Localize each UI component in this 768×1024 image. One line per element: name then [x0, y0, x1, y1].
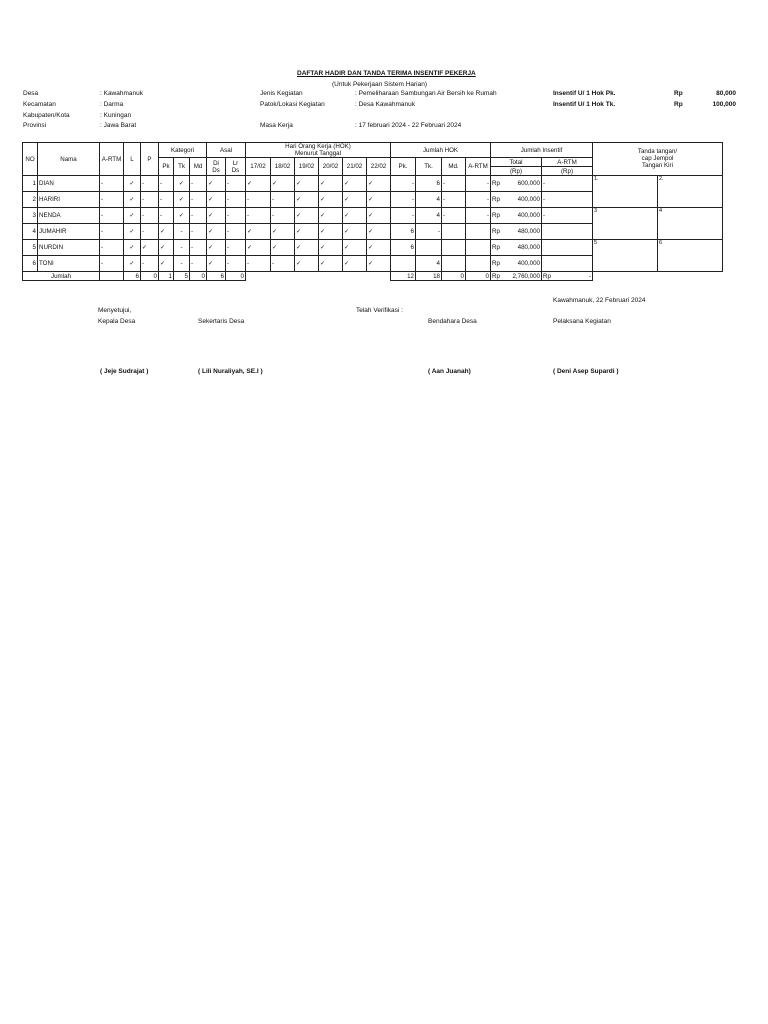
- row-date-5: ✓: [343, 256, 367, 272]
- row-hok-tk: -: [416, 224, 442, 240]
- row-hok-tk: 4: [416, 208, 442, 224]
- totals-ins-artm-value: -: [588, 272, 591, 280]
- row-hok-md: -: [442, 208, 466, 224]
- row-p: -: [141, 224, 159, 240]
- row-date-2: -: [271, 256, 295, 272]
- header-hok-md: Md.: [442, 158, 466, 176]
- row-lr: -: [226, 192, 246, 208]
- table-row: [23, 240, 723, 256]
- header-di-ds: [207, 158, 226, 176]
- row-date-3: ✓: [295, 224, 319, 240]
- row-no: 6: [23, 256, 38, 272]
- row-l: ✓: [124, 208, 141, 224]
- insentif-tk-label: Insentif U/ 1 Hok Tk.: [553, 101, 616, 108]
- header-hok-line2: Menurut Tanggal: [295, 150, 341, 157]
- name-pelaksana-kegiatan: ( Deni Asep Supardi ): [553, 368, 619, 375]
- row-date-1: -: [246, 192, 271, 208]
- row-total: 400,000: [517, 212, 540, 219]
- row-hok-md: -: [442, 192, 466, 208]
- totals-p: 0: [141, 272, 159, 281]
- row-hok-artm: [466, 256, 491, 272]
- row-tk: ✓: [174, 208, 190, 224]
- header-hok-line1: Hari Orang Kerja (HOK): [285, 143, 351, 150]
- row-lr: -: [226, 240, 246, 256]
- insentif-pk-currency: Rp: [674, 90, 683, 97]
- row-no: 3: [23, 208, 38, 224]
- row-date-2: ✓: [271, 240, 295, 256]
- row-l: ✓: [124, 224, 141, 240]
- row-tk: ✓: [174, 176, 190, 192]
- role-sekertaris-desa: Sekertaris Desa: [198, 318, 245, 325]
- row-hok-artm: -: [466, 208, 491, 224]
- header-tk: Tk: [174, 158, 190, 176]
- header-ttd-line1: Tanda tangan/: [637, 148, 678, 155]
- row-total: 400,000: [517, 260, 540, 267]
- row-hok-md: [442, 240, 466, 256]
- row-date-3: ✓: [295, 256, 319, 272]
- row-date-6: ✓: [367, 192, 391, 208]
- header-md: Md: [190, 158, 207, 176]
- header-l: L: [124, 143, 141, 176]
- name-kepala-desa: ( Jeje Sudrajat ): [100, 368, 149, 375]
- row-nama: TONI: [38, 256, 100, 272]
- row-ins-artm: [542, 240, 593, 256]
- row-date-4: ✓: [319, 240, 343, 256]
- row-lr: -: [226, 176, 246, 192]
- header-ttd-line3: Tangan Kiri: [642, 162, 673, 169]
- row-insentif-total: [491, 224, 542, 240]
- row-nama: NURDIN: [38, 240, 100, 256]
- row-tk: -: [174, 240, 190, 256]
- role-pelaksana-kegiatan: Pelaksana Kegiatan: [553, 318, 611, 325]
- header-ins-artm-rp: (Rp): [542, 167, 593, 176]
- row-date-6: ✓: [367, 256, 391, 272]
- row-md: -: [190, 256, 207, 272]
- row-date-2: ✓: [271, 176, 295, 192]
- row-p: -: [141, 256, 159, 272]
- header-artm: A-RTM: [100, 143, 124, 176]
- info-label-lokasi: Patok/Lokasi Kegiatan: [260, 101, 325, 108]
- info-label-kecamatan: Kecamatan: [23, 101, 56, 108]
- row-currency: Rp: [492, 228, 500, 235]
- signature-slot: 3: [593, 208, 658, 240]
- row-ins-artm: -: [542, 208, 593, 224]
- role-bendahara-desa: Bendahara Desa: [428, 318, 477, 325]
- row-l: ✓: [124, 192, 141, 208]
- row-currency: Rp: [492, 180, 500, 187]
- row-pk: -: [159, 176, 174, 192]
- signature-slot: 5: [593, 240, 658, 272]
- row-hok-pk: -: [391, 208, 416, 224]
- row-currency: Rp: [492, 260, 500, 267]
- row-total: 480,000: [517, 244, 540, 251]
- row-hok-md: -: [442, 176, 466, 192]
- row-pk: ✓: [159, 256, 174, 272]
- row-date-4: ✓: [319, 208, 343, 224]
- row-hok-pk: -: [391, 192, 416, 208]
- row-ins-artm: [542, 224, 593, 240]
- row-artm: -: [100, 224, 124, 240]
- insentif-pk-value: 80,000: [716, 90, 736, 97]
- row-no: 4: [23, 224, 38, 240]
- place-date: Kawahmanuk, 22 Februari 2024: [553, 297, 646, 304]
- row-di: ✓: [207, 176, 226, 192]
- row-date-5: ✓: [343, 192, 367, 208]
- header-total: Total: [491, 158, 542, 167]
- row-date-5: ✓: [343, 208, 367, 224]
- row-currency: Rp: [492, 244, 500, 251]
- row-artm: -: [100, 208, 124, 224]
- row-nama: HARIRI: [38, 192, 100, 208]
- row-date-1: ✓: [246, 240, 271, 256]
- row-date-3: ✓: [295, 192, 319, 208]
- approved-label: Menyetujui,: [98, 307, 132, 314]
- row-date-2: -: [271, 192, 295, 208]
- totals-ins-artm: [542, 272, 593, 281]
- row-hok-artm: [466, 240, 491, 256]
- row-hok-md: [442, 224, 466, 240]
- attendance-table: [22, 142, 723, 281]
- row-hok-md: [442, 256, 466, 272]
- row-date-4: ✓: [319, 224, 343, 240]
- row-ins-artm: -: [542, 192, 593, 208]
- row-l: ✓: [124, 176, 141, 192]
- insentif-pk-label: Insentif U/ 1 Hok Pk.: [553, 90, 616, 97]
- row-pk: -: [159, 192, 174, 208]
- row-date-4: ✓: [319, 256, 343, 272]
- signature-slot: 1.: [593, 176, 658, 208]
- header-jumlah-insentif: Jumlah Insentif: [491, 143, 593, 158]
- totals-row: [23, 272, 723, 281]
- row-hok-tk: [416, 240, 442, 256]
- row-no: 5: [23, 240, 38, 256]
- header-di-line2: Ds: [212, 166, 220, 174]
- signature-slot: 6: [658, 240, 723, 272]
- header-p: P: [141, 143, 159, 176]
- row-md: -: [190, 192, 207, 208]
- name-bendahara-desa: ( Aan Juanah): [428, 368, 471, 375]
- row-ins-artm: [542, 256, 593, 272]
- info-value-jenis-kegiatan: : Pemeliharaan Sambungan Air Bersih ke Rumah: [355, 90, 497, 97]
- totals-currency: Rp: [492, 272, 500, 280]
- totals-pk: 1: [159, 272, 174, 281]
- document-title: DAFTAR HADIR DAN TANDA TERIMA INSENTIF PEKERJA: [297, 70, 476, 77]
- row-total: 480,000: [517, 228, 540, 235]
- row-insentif-total: [491, 192, 542, 208]
- info-label-kabupaten: Kabupaten/Kota: [23, 112, 70, 119]
- row-hok-pk: -: [391, 176, 416, 192]
- totals-hok-pk: 12: [391, 272, 416, 281]
- totals-hok-artm: 0: [466, 272, 491, 281]
- row-di: ✓: [207, 224, 226, 240]
- row-date-4: ✓: [319, 176, 343, 192]
- info-value-provinsi: : Jawa Barat: [100, 122, 137, 129]
- header-jumlah-hok: Jumlah HOK: [391, 143, 491, 158]
- row-di: ✓: [207, 256, 226, 272]
- info-value-kabupaten: : Kuningan: [100, 112, 132, 119]
- row-currency: Rp: [492, 212, 500, 219]
- totals-artm: [100, 272, 124, 281]
- row-artm: -: [100, 192, 124, 208]
- row-date-1: -: [246, 256, 271, 272]
- signature-slot: 2.: [658, 176, 723, 208]
- row-insentif-total: [491, 208, 542, 224]
- row-currency: Rp: [492, 196, 500, 203]
- header-asal: Asal: [207, 143, 246, 158]
- row-tk: ✓: [174, 192, 190, 208]
- row-hok-pk: 6: [391, 224, 416, 240]
- row-nama: JUMAHIR: [38, 224, 100, 240]
- info-value-desa: : Kawahmanuk: [100, 90, 143, 97]
- row-di: ✓: [207, 240, 226, 256]
- table-row: [23, 176, 723, 192]
- header-hok-tk: Tk.: [416, 158, 442, 176]
- totals-insentif: [491, 272, 542, 281]
- row-ins-artm: -: [542, 176, 593, 192]
- row-p: -: [141, 176, 159, 192]
- row-md: -: [190, 208, 207, 224]
- verified-label: Telah Verifikasi :: [356, 307, 403, 314]
- row-total: 600,000: [517, 180, 540, 187]
- row-hok-tk: 4: [416, 256, 442, 272]
- row-md: -: [190, 224, 207, 240]
- header-ins-artm: A-RTM: [542, 158, 593, 167]
- header-date-2: 18/02: [271, 158, 295, 176]
- row-date-2: ✓: [271, 224, 295, 240]
- totals-hok-md: 0: [442, 272, 466, 281]
- row-date-5: ✓: [343, 224, 367, 240]
- row-lr: -: [226, 208, 246, 224]
- header-date-3: 19/02: [295, 158, 319, 176]
- totals-hok-tk: 18: [416, 272, 442, 281]
- row-pk: ✓: [159, 240, 174, 256]
- header-kategori: Kategori: [159, 143, 207, 158]
- row-tk: -: [174, 224, 190, 240]
- row-hok-artm: -: [466, 192, 491, 208]
- row-md: -: [190, 176, 207, 192]
- header-di-line1: Di: [213, 159, 219, 167]
- row-di: ✓: [207, 208, 226, 224]
- row-date-4: ✓: [319, 192, 343, 208]
- info-value-lokasi: : Desa Kawahmanuk: [355, 101, 415, 108]
- table-row: [23, 208, 723, 224]
- row-no: 2: [23, 192, 38, 208]
- header-date-4: 20/02: [319, 158, 343, 176]
- totals-tk: 5: [174, 272, 190, 281]
- row-artm: -: [100, 256, 124, 272]
- row-insentif-total: [491, 176, 542, 192]
- row-nama: NENDA: [38, 208, 100, 224]
- header-lr-ds: [226, 158, 246, 176]
- header-date-1: 17/02: [246, 158, 271, 176]
- row-insentif-total: [491, 240, 542, 256]
- row-date-1: ✓: [246, 224, 271, 240]
- info-value-kecamatan: : Darma: [100, 101, 124, 108]
- row-tk: -: [174, 256, 190, 272]
- row-total: 400,000: [517, 196, 540, 203]
- row-md: -: [190, 240, 207, 256]
- totals-lr: 0: [226, 272, 246, 281]
- row-date-6: ✓: [367, 176, 391, 192]
- header-lr-line1: Lr: [232, 159, 239, 167]
- row-date-3: ✓: [295, 240, 319, 256]
- row-pk: ✓: [159, 224, 174, 240]
- row-l: ✓: [124, 256, 141, 272]
- row-p: -: [141, 208, 159, 224]
- row-hok-tk: 6: [416, 176, 442, 192]
- row-hok-pk: [391, 256, 416, 272]
- header-tanda-tangan: [593, 143, 723, 176]
- row-date-5: ✓: [343, 240, 367, 256]
- row-lr: -: [226, 256, 246, 272]
- totals-label: Jumlah: [23, 272, 100, 281]
- row-pk: -: [159, 208, 174, 224]
- info-label-desa: Desa: [23, 90, 39, 97]
- header-pk: Pk: [159, 158, 174, 176]
- row-date-5: ✓: [343, 176, 367, 192]
- row-p: ✓: [141, 240, 159, 256]
- row-no: 1: [23, 176, 38, 192]
- info-value-masa-kerja: : 17 februari 2024 - 22 Februari 2024: [355, 122, 462, 129]
- row-date-6: ✓: [367, 208, 391, 224]
- totals-dates-blank: [246, 272, 391, 281]
- header-lr-line2: Ds: [231, 166, 240, 174]
- totals-md: 0: [190, 272, 207, 281]
- totals-di: 6: [207, 272, 226, 281]
- header-nama: Nama: [38, 143, 100, 176]
- row-hok-artm: -: [466, 176, 491, 192]
- header-date-5: 21/02: [343, 158, 367, 176]
- info-label-masa-kerja: Masa Kerja: [260, 122, 293, 129]
- header-total-rp: (Rp): [491, 167, 542, 176]
- insentif-tk-value: 100,000: [712, 101, 736, 108]
- row-date-3: ✓: [295, 176, 319, 192]
- row-lr: -: [226, 224, 246, 240]
- header-hok-artm: A-RTM: [466, 158, 491, 176]
- name-sekertaris-desa: ( Lili Nuraliyah, SE.I ): [198, 368, 263, 375]
- row-date-1: -: [246, 208, 271, 224]
- row-hok-pk: 6: [391, 240, 416, 256]
- totals-l: 6: [124, 272, 141, 281]
- row-date-6: ✓: [367, 224, 391, 240]
- row-date-6: ✓: [367, 240, 391, 256]
- info-label-jenis-kegiatan: Jenis Kegiatan: [260, 90, 303, 97]
- totals-ins-artm-currency: Rp: [543, 272, 551, 280]
- insentif-tk-currency: Rp: [674, 101, 683, 108]
- totals-sig-blank: [593, 272, 723, 281]
- document-subtitle: (Untuk Pekerjaan Sistem Harian): [332, 81, 428, 88]
- row-hok-artm: [466, 224, 491, 240]
- header-hok: [246, 143, 391, 158]
- totals-total: 2,760,000: [512, 272, 540, 280]
- row-di: ✓: [207, 192, 226, 208]
- row-l: ✓: [124, 240, 141, 256]
- row-date-2: -: [271, 208, 295, 224]
- info-label-provinsi: Provinsi: [23, 122, 47, 129]
- role-kepala-desa: Kepala Desa: [98, 318, 136, 325]
- row-hok-tk: 4: [416, 192, 442, 208]
- row-date-3: ✓: [295, 208, 319, 224]
- row-nama: DIAN: [38, 176, 100, 192]
- header-ttd-line2: cap Jempol: [641, 155, 674, 162]
- row-date-1: ✓: [246, 176, 271, 192]
- row-p: -: [141, 192, 159, 208]
- table-body: [23, 176, 723, 272]
- header-date-6: 22/02: [367, 158, 391, 176]
- header-no: NO: [23, 143, 38, 176]
- row-artm: -: [100, 240, 124, 256]
- row-insentif-total: [491, 256, 542, 272]
- row-artm: -: [100, 176, 124, 192]
- header-hok-pk: Pk.: [391, 158, 416, 176]
- signature-slot: 4: [658, 208, 723, 240]
